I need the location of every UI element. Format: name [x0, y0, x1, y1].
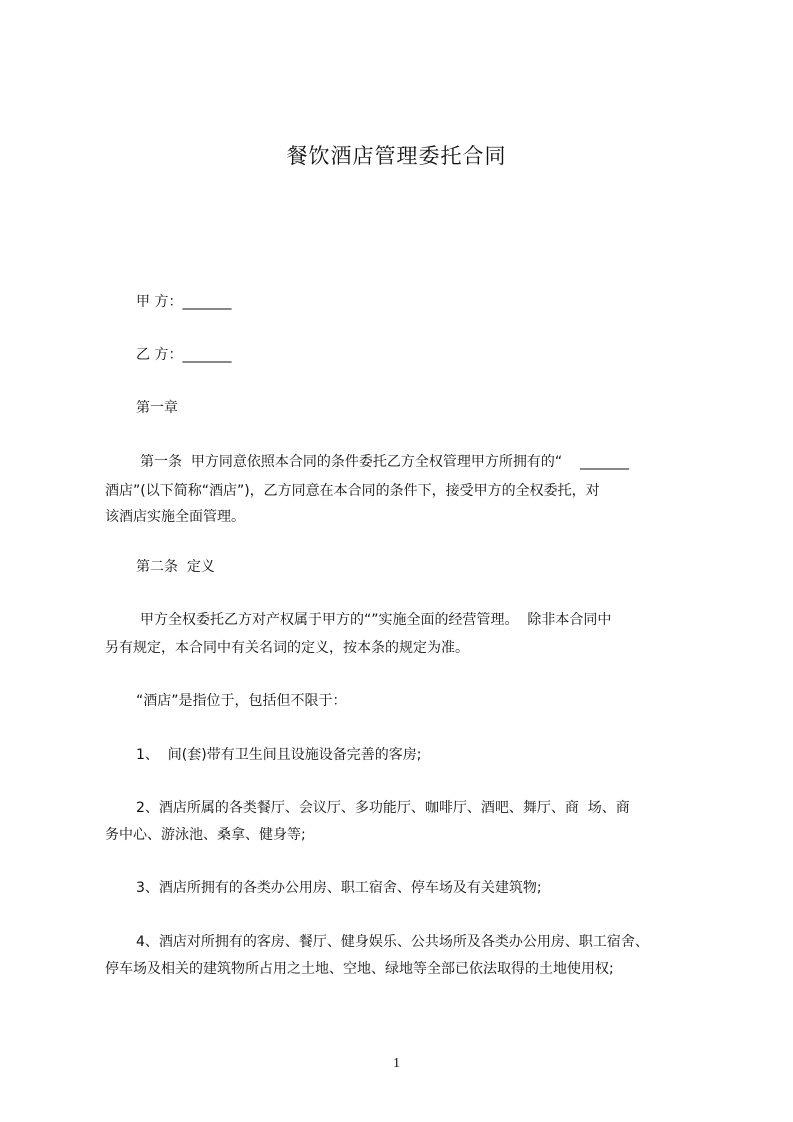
list-item-4-line-1: 4、酒店对所拥有的客房、餐厅、健身娱乐、公共场所及各类办公用房、职工宿舍、: [136, 934, 649, 950]
article-2-line-1: 甲方全权委托乙方对产权属于甲方的“”实施全面的经营管理。 除非本合同中: [140, 612, 612, 628]
party-b-line: 乙 方：_______: [136, 347, 232, 363]
list-item-1: 1、 间(套)带有卫生间且设施设备完善的客房;: [136, 747, 422, 763]
article-1-line-2: 酒店”(以下简称“酒店”)，乙方同意在本合同的条件下，接受甲方的全权委托，对: [105, 483, 600, 499]
list-item-2-line-1: 2、酒店所属的各类餐厅、会议厅、多功能厅、咖啡厅、酒吧、舞厅、商 场、商: [136, 800, 630, 816]
page-number: 1: [393, 1056, 400, 1071]
article-1-line-1: 第一条 甲方同意依照本合同的条件委托乙方全权管理甲方所拥有的“ _______: [140, 454, 629, 470]
article-2-heading: 第二条 定义: [136, 559, 215, 575]
document-title: 餐饮酒店管理委托合同: [286, 144, 507, 168]
article-1-line-3: 该酒店实施全面管理。: [105, 509, 245, 525]
chapter-heading: 第一章: [136, 400, 178, 416]
hotel-definition: “酒店”是指位于，包括但不限于：: [136, 693, 347, 709]
article-2-line-2: 另有规定，本合同中有关名词的定义，按本条的规定为准。: [105, 640, 469, 656]
list-item-2-line-2: 务中心、游泳池、桑拿、健身等;: [105, 827, 306, 843]
party-a-line: 甲 方：_______: [136, 294, 232, 310]
list-item-3: 3、酒店所拥有的各类办公用房、职工宿舍、停车场及有关建筑物;: [136, 880, 542, 896]
list-item-4-line-2: 停车场及相关的建筑物所占用之土地、空地、绿地等全部已依法取得的土地使用权;: [105, 961, 614, 977]
